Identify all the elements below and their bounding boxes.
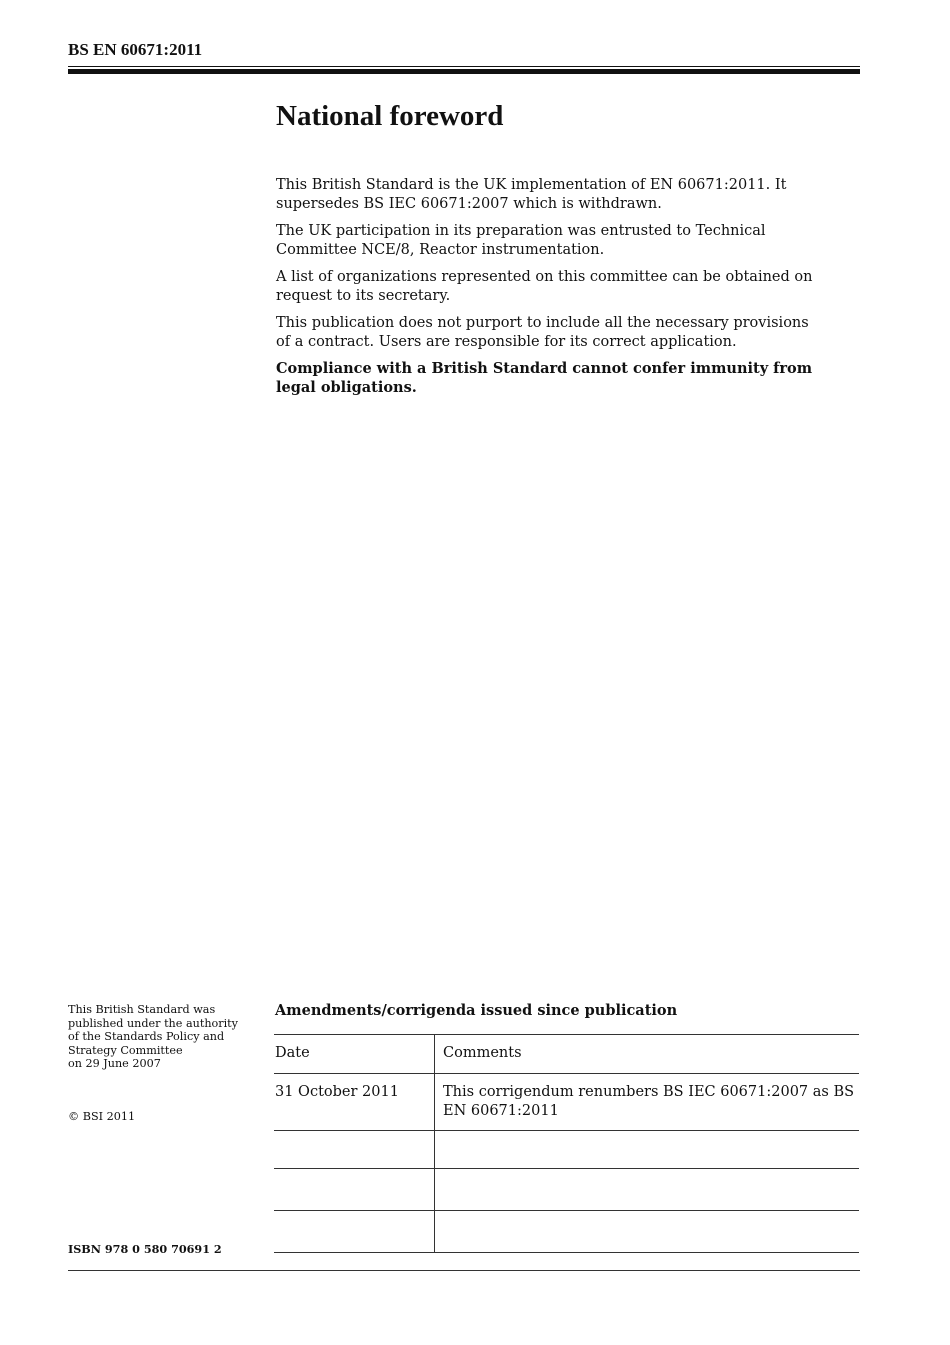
publication-note-line: Strategy Committee — [68, 1043, 183, 1057]
row-comment — [435, 1131, 860, 1169]
isbn-number: ISBN 978 0 580 70691 2 — [68, 1242, 222, 1256]
header-date: Date — [274, 1035, 435, 1074]
paragraph-organizations: A list of organizations represented on this committee can be obtained on request to its secretary. — [276, 269, 813, 304]
row-date — [274, 1169, 435, 1211]
row-date: 31 October 2011 — [274, 1074, 435, 1131]
row-date — [274, 1211, 435, 1253]
publication-note-line: of the Standards Policy and — [68, 1030, 225, 1043]
paragraph-compliance: Compliance with a British Standard cannot confer immunity from legal obligations. — [276, 360, 813, 396]
publication-note-line: published under the authority — [68, 1016, 238, 1030]
table-row — [274, 1074, 859, 1131]
header-thick-rule — [68, 69, 860, 74]
table-row — [274, 1169, 859, 1211]
row-date — [274, 1131, 435, 1169]
amendments-table — [274, 1034, 859, 1253]
publication-note — [68, 1003, 258, 1071]
paragraph-implementation: This British Standard is the UK implementation of EN 60671:2011. It supersedes BS IEC 60671:2007 which is withdrawn. — [276, 177, 787, 212]
copyright-notice: © BSI 2011 — [68, 1110, 136, 1123]
header-comments: Comments — [435, 1035, 860, 1074]
header-thin-rule — [68, 66, 860, 67]
foreword-body — [276, 176, 821, 406]
row-comment: This corrigendum renumbers BS IEC 60671:2007 as BS EN 60671:2011 — [435, 1074, 860, 1131]
paragraph-contract: This publication does not purport to include all the necessary provisions of a contract. Users are responsible for its correct application. — [276, 315, 809, 350]
footer-rule — [68, 1270, 860, 1271]
publication-note-line: on 29 June 2007 — [68, 1057, 161, 1070]
table-row — [274, 1131, 859, 1169]
paragraph-participation: The UK participation in its preparation was entrusted to Technical Committee NCE/8, Reactor instrumentation. — [276, 223, 766, 258]
publication-note-line: This British Standard was — [68, 1003, 216, 1016]
row-comment — [435, 1169, 860, 1211]
table-header-row — [274, 1035, 859, 1074]
amendments-title: Amendments/corrigenda issued since publication — [275, 1002, 678, 1019]
page-title: National foreword — [276, 100, 504, 132]
document-header: BS EN 60671:2011 — [68, 40, 203, 59]
table-row — [274, 1211, 859, 1253]
row-comment — [435, 1211, 860, 1253]
